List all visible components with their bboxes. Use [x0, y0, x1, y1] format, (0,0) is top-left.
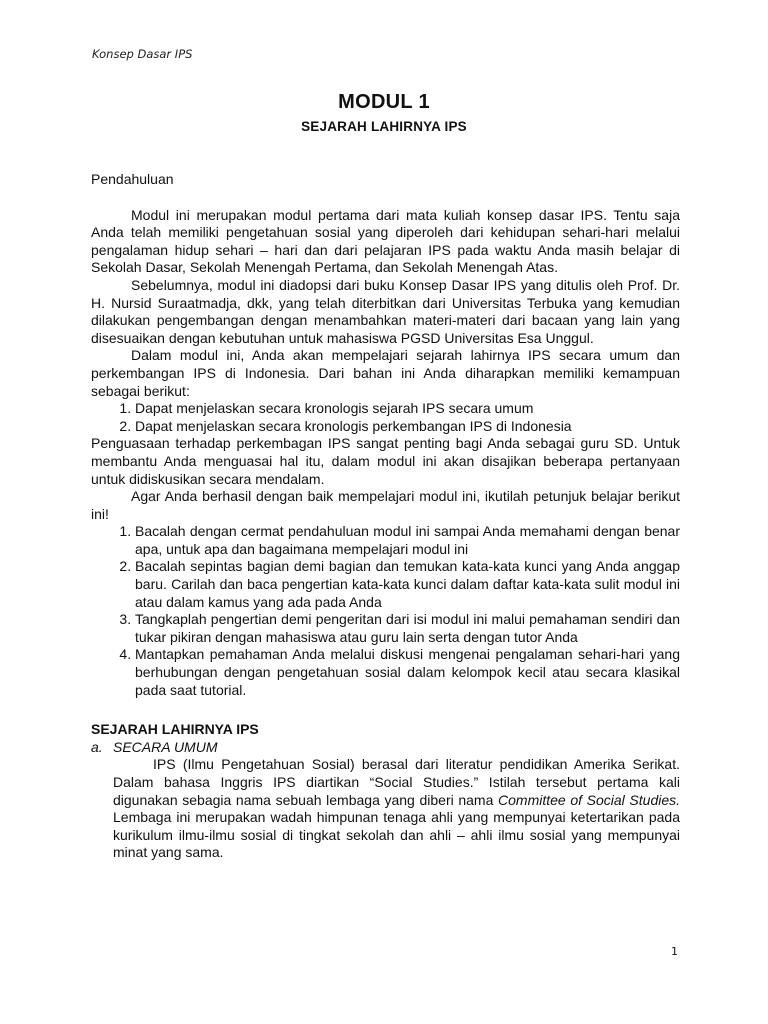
document-body — [91, 171, 680, 862]
list-item: 4. Mantapkan pemahaman Anda melalui diskusi mengenai pengalaman sehari-hari yang berhubungan dengan pengetahuan sosial dalam kelompok kecil atau secara klasikal pada saat tutorial. — [135, 646, 680, 699]
instructions-list — [91, 523, 680, 699]
goals-list — [91, 400, 680, 435]
section-paragraph — [113, 756, 680, 862]
page-number: 1 — [671, 945, 678, 958]
list-item: 2. Dapat menjelaskan secara kronologis perkembangan IPS di Indonesia — [135, 418, 680, 436]
paragraph-1: Modul ini merupakan modul pertama dari mata kuliah konsep dasar IPS. Tentu saja Anda telah memiliki pengetahuan sosial yang diperoleh dari kehidupan sehari-hari melalui pengalaman hidup sehari – hari dan dari pelajaran IPS pada waktu Anda masih belajar di Sekolah Dasar, Sekolah Menengah Pertama, dan Sekolah Menengah Atas. — [91, 206, 680, 276]
section-title: SEJARAH LAHIRNYA IPS — [91, 721, 259, 738]
paragraph-4: Penguasaan terhadap perkembagan IPS sangat penting bagi Anda sebagai guru SD. Untuk membantu Anda menguasai hal itu, dalam modul ini akan disajikan beberapa pertanyaan untuk didiskusikan secara mendalam. — [91, 435, 680, 487]
running-header: Konsep Dasar IPS — [92, 47, 193, 61]
subsection-label: a. — [91, 738, 103, 755]
list-item: 1. Bacalah dengan cermat pendahuluan modul ini sampai Anda memahami dengan benar apa, untuk apa dan bagaimana mempelajari modul ini — [135, 523, 680, 558]
section-text-block — [91, 756, 680, 862]
paragraph-2: Sebelumnya, modul ini diadopsi dari buku Konsep Dasar IPS yang ditulis oleh Prof. Dr. H. Nursid Suraatmadja, dkk, yang telah diterbitkan dari Universitas Terbuka yang kemudian dilakukan pengembangan dengan menambahkan materi-materi dari bacaan yang lain yang disesuaikan dengan kebutuhan untuk mahasiswa PGSD Universitas Esa Unggul. — [91, 276, 680, 346]
list-item: 3. Tangkaplah pengertian demi pengeritan dari isi modul ini malui pemahaman sendiri dan tukar pikiran dengan mahasiswa atau guru lain serta dengan tutor Anda — [135, 611, 680, 646]
paragraph-5: Agar Anda berhasil dengan baik mempelajari modul ini, ikutilah petunjuk belajar berikut ini! — [91, 488, 680, 522]
list-item: 1. Dapat menjelaskan secara kronologis sejarah IPS secara umum — [135, 400, 680, 418]
module-subtitle: SEJARAH LAHIRNYA IPS — [301, 119, 467, 134]
list-item: 2. Bacalah sepintas bagian demi bagian dan temukan kata-kata kunci yang Anda anggap baru. Carilah dan baca pengertian kata-kata kunci dalam daftar kata-kata sulit modul ini atau dalam kamus yang ada pada Anda — [135, 558, 680, 611]
module-title: MODUL 1 — [338, 91, 430, 113]
section-text-2: Lembaga ini merupakan wadah himpunan tenaga ahli yang mempunyai ketertarikan pada kurikulum ilmu-ilmu sosial di tingkat sekolah dan ahli – ahli ilmu sosial yang mempunyai minat yang sama. — [113, 809, 680, 861]
paragraph-3: Dalam modul ini, Anda akan mempelajari sejarah lahirnya IPS secara umum dan perkembangan IPS di Indonesia. Dari bahan ini Anda diharapkan memiliki kemampuan sebagai berikut: — [91, 347, 680, 399]
section-text-italic: Committee of Social Studies. — [498, 791, 681, 808]
intro-heading: Pendahuluan — [91, 171, 174, 187]
subsection-title: SECARA UMUM — [113, 738, 218, 755]
subsection-heading — [91, 739, 680, 757]
section-text-1: IPS (Ilmu Pengetahuan Sosial) berasal dari literatur pendidikan Amerika Serikat. Dalam bahasa Inggris IPS diartikan “Social Studies.” Istilah tersebut pertama kali digunakan sebagia nama sebuah lembaga yang diberi nama — [113, 756, 680, 808]
